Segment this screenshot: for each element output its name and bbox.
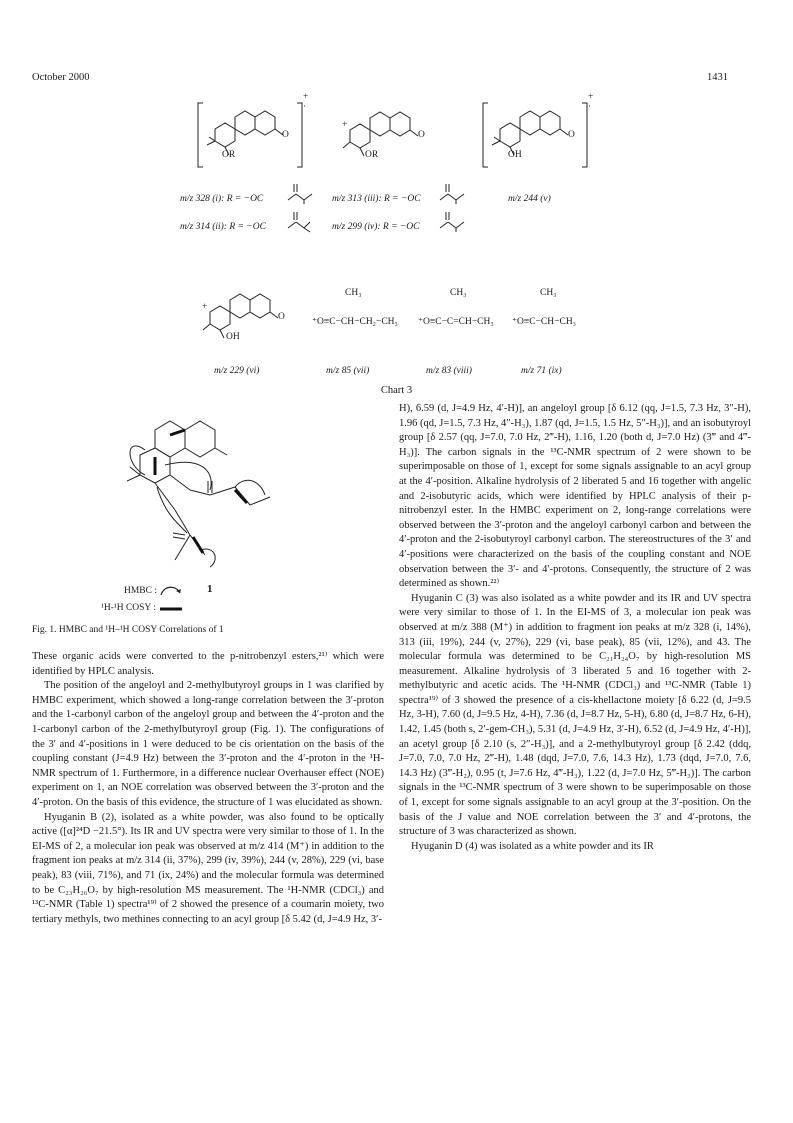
hmbc-cosy-structure [95,395,325,595]
label-mz-83: m/z 83 (viii) [426,366,472,376]
label-mz-244: m/z 244 (v) [508,194,551,204]
ring-label-o-3: O [568,130,575,140]
acyl-chain-angeloyl [286,180,326,206]
acyl-chain-isobutyroyl [286,208,326,234]
ring-label-o-4: O [278,312,285,322]
ring-label-oh-3: OH [508,150,522,160]
hmbc-legend-icon [158,583,184,597]
compound-number: 1 [207,583,213,595]
paragraph: Hyuganin D (4) was isolated as a white powder and its IR [411,840,654,852]
ch3-label-vii: CH₃ [345,288,362,298]
structure-cation-or [340,100,440,170]
formula-viii: ⁺O≡C−C=CH−CH₃ [418,317,494,327]
ring-label-o-2: O [418,130,425,140]
acyl-chain-methylbutyroyl [438,180,478,206]
paragraph: Hyuganin B (2), isolated as a white powder, was also found to be optically active ([α]²⁴D −21.5°). Its IR and UV spectra were very similar to those of 1. In the EI-MS of 2, a molecular ion peak was observed at m/z 414 (M⁺) in addition to the fragment ion peaks at m/z 314 (ii, 37%), 299 (iv, 39%), 244 (v, 28%), 229 (vi, base peak), 83 (viii, 71%), and 71 (ix, 24%) and the molecular formula was determined to be C₂₃H₂₆O₇ by high-resolution MS measurement. The ¹H-NMR (CDCl₃) and ¹³C-NMR (Table 1) spectra¹⁹⁾ of 2 showed the presence of a coumarin moiety, two tertiary methyls, two methines connecting to an acyl group [δ 5.42 (d, J=4.9 Hz, 3′- [32,811,384,925]
radical-cation-mark-1: + · [303,92,309,112]
ring-label-or-1: OR [222,150,236,160]
hmbc-legend-label: HMBC : [124,586,157,596]
cation-mark-4: + [202,302,208,312]
structure-cation-oh [200,282,300,352]
ring-label-or-2: OR [365,150,379,160]
paragraph: H), 6.59 (d, J=4.9 Hz, 4′-H)], an angeloyl group [δ 6.12 (qq, J=1.5, 7.3 Hz, 3″-H), 1.96 (qd, J=1.5, 7.3 Hz, 4″-H₃), 1.87 (qd, J=1.5, 1.5 Hz, 5″-H₃)], and an isobutyroyl group [δ 2.57 (qq, J=7.0, 7.0 Hz, 2‴-H), 1.16, 1.20 (both d, J=7.0 Hz) (3‴ and 4‴-H₃)]. The carbon signals in the ¹³C-NMR spectrum of 2 were shown to be superimposable on those of 1, except for some signals assignable to an acyl group at the 4′-position. Alkaline hydrolysis of 2 liberated 5 and 16 together with angelic and 2-isobutyric acids, which were identified by HPLC analysis of their p-nitrobenzyl ester. In the HMBC experiment on 2, long-range correlations were observed between the 3′-proton and the angeloyl carbonyl carbon and between the 4′-proton and the 2-isobutyroyl carbonyl carbon. The stereostructures of the 3′ and 4′-positions were characterized on the basis of the coupling constant and NOE observation between the 3′- and 4′-protons. Consequently, the structure of 2 was determined as shown.²²⁾ [399,403,751,590]
paragraph: These organic acids were converted to the p-nitrobenzyl esters,²¹⁾ which were identified by HPLC analysis. [32,651,384,677]
label-mz-314: m/z 314 (ii): R = −OC [180,222,266,232]
ch3-label-viii: CH₃ [450,288,467,298]
label-mz-229: m/z 229 (vi) [214,366,260,376]
label-mz-328: m/z 328 (i): R = −OC [180,194,264,204]
ring-label-oh-4: OH [226,332,240,342]
running-header-date: October 2000 [32,72,90,83]
chart-3-caption: Chart 3 [380,385,413,396]
cation-mark-2: + [342,120,348,130]
acyl-chain-angeloyl-2 [438,208,478,234]
paragraph: The position of the angeloyl and 2-methylbutyroyl groups in 1 was clarified by HMBC experiment, which showed a long-range correlation between the 3′-proton and the 1-carbonyl carbon of the angeloyl group and between the 4′-proton and the 1-carbonyl carbon of the 2-methylbutyroyl group (Fig. 1). The configurations of the 3′ and 4′-positions in 1 were deduced to be cis orientation on the basis of the coupling constant (J=4.9 Hz) between the 3′-proton and the 4′-proton in the ¹H-NMR spectrum of 1. Furthermore, in a difference nuclear Overhauser effect (NOE) experiment on 1, an NOE correlation was observed between the 3′-proton and the 4′-proton. On the basis of this evidence, the structure of 1 was elucidated as shown. [32,680,384,808]
label-mz-313: m/z 313 (iii): R = −OC [332,194,421,204]
ring-label-o-1: O [282,130,289,140]
right-column [399,402,751,854]
page-number: 1431 [707,72,728,83]
cosy-legend-label: ¹H-¹H COSY : [101,603,156,613]
formula-vii: ⁺O≡C−CH−CH₂−CH₃ [312,317,398,327]
label-mz-71: m/z 71 (ix) [521,366,562,376]
paragraph: Hyuganin C (3) was also isolated as a white powder and its IR and UV spectra were very similar to those of 1. In the EI-MS of 3, a molecular ion peak was observed at m/z 388 (M⁺) in addition to fragment ion peaks at m/z 328 (i, 14%), 313 (iii, 19%), 244 (v, 27%), 229 (vi, base peak), 85 (vii, 12%), and 43. The molecular formula was determined to be C₂₁H₂₄O₇ by high-resolution MS measurement. Alkaline hydrolysis of 3 liberated 5 and 16 together with 2-methylbutyric and acetic acids. The ¹H-NMR (CDCl₃) and ¹³C-NMR (Table 1) spectra¹⁹⁾ of 3 showed the presence of a cis-khellactone moiety [δ 6.22 (d, J=9.5 Hz, 3-H), 7.60 (d, J=9.5 Hz, 4-H), 7.36 (d, J=8.7 Hz, 5-H), 6.80 (d, J=8.7 Hz, 6-H), 1.42, 1.45 (both s, 2′-gem-CH₃), 5.31 (d, J=4.9 Hz, 3′-H), 6.52 (d, J=4.9 Hz, 4′-H)], an acetyl group [δ 2.10 (s, 2″-H₃)], and a 2-methylbutyroyl group [δ 2.42 (ddq, J=7.0, 7.0, 7.0 Hz, 2‴-H), 1.48 (dqd, J=7.0, 7.6, 14.3 Hz), 1.73 (dqd, J=7.0, 7.6, 14.3 Hz) (3‴-H₂), 0.95 (t, J=7.6 Hz, 4‴-H₃), 1.22 (d, J=7.0 Hz, 5‴-H₃)]. The carbon signals in the ¹³C-NMR spectrum of 3 were shown to be superimposable on those of 1, except for some signals assignable to an acyl group at the 3′-position. On the basis of the J value and NOE correlation between the 3′ and 4′-protons, the structure of 3 was characterized as shown. [399,592,751,838]
left-column [32,650,384,927]
radical-cation-mark-3: + · [588,92,594,112]
figure-1-caption: Fig. 1. HMBC and ¹H–¹H COSY Correlations of 1 [32,625,224,635]
label-mz-85: m/z 85 (vii) [326,366,370,376]
cosy-legend-icon [160,606,182,612]
formula-ix: ⁺O≡C−CH−CH₃ [512,317,576,327]
ch3-label-ix: CH₃ [540,288,557,298]
label-mz-299: m/z 299 (iv): R = −OC [332,222,420,232]
